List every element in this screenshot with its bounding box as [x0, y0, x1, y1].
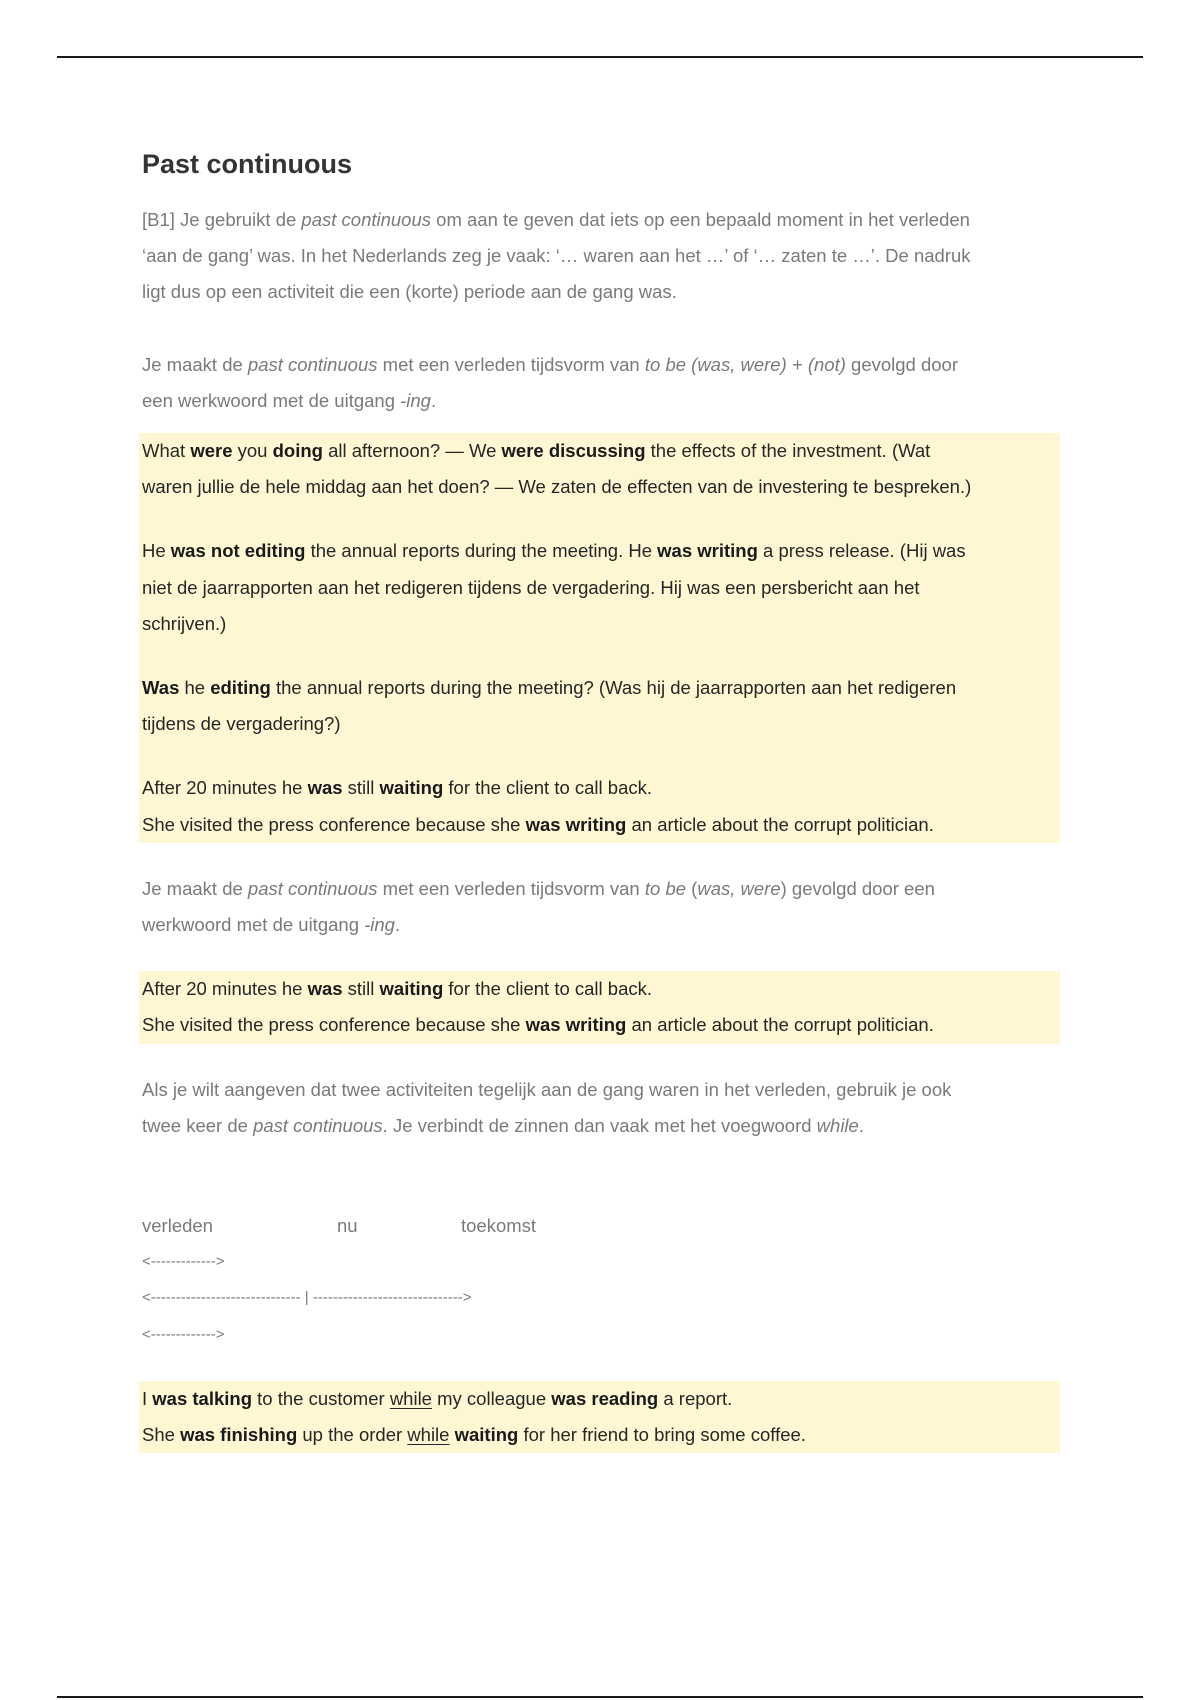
- text-run: still: [342, 978, 380, 1000]
- text-run: was not editing: [170, 540, 306, 562]
- text-run: was: [307, 978, 343, 1000]
- text-run: was: [307, 777, 343, 799]
- text-run: the effects of the investment. (Wat: [645, 440, 931, 462]
- text-run: Was: [142, 677, 180, 699]
- text-run: were discussing: [501, 440, 646, 462]
- text-run: niet de jaarrapporten aan het redigeren tijdens de vergadering. Hij was een persbericht aan het: [142, 576, 920, 598]
- text-run: After 20 minutes he: [142, 978, 308, 1000]
- top-rule: [57, 56, 1143, 58]
- text-run: all afternoon? — We: [322, 440, 502, 462]
- text-run: . Je verbindt de zinnen dan vaak met het voegwoord: [382, 1114, 817, 1136]
- text-run: was, were: [697, 877, 781, 899]
- text-run: up the order: [297, 1424, 408, 1446]
- text-run: What: [142, 440, 191, 462]
- text-run: waren jullie de hele middag aan het doen? — We zaten de effecten van de investering te bespreken.): [142, 476, 972, 498]
- example-3: [142, 670, 1060, 742]
- text-run: were: [190, 440, 233, 462]
- text-run: ‘aan de gang’ was. In het Nederlands zeg je vaak: ‘… waren aan het …’ of ‘… zaten te …’. De nadruk: [142, 245, 971, 267]
- timeline: [142, 1208, 1057, 1353]
- form-paragraph-1: [142, 347, 1057, 419]
- text-run: Je gebruikt de: [174, 209, 302, 230]
- example-1: [142, 433, 1060, 505]
- text-run: twee keer de: [142, 1114, 254, 1136]
- text-run: She visited the press conference because she: [142, 813, 526, 835]
- form-paragraph-2: [142, 871, 1057, 943]
- text-run: (: [686, 877, 698, 899]
- example-6: [142, 1007, 1060, 1043]
- text-run: Je maakt de: [142, 353, 248, 375]
- text-run: you: [232, 440, 273, 462]
- intro-paragraph: [142, 202, 1057, 311]
- text-run: for the client to call back.: [443, 777, 653, 799]
- text-run: for the client to call back.: [443, 978, 653, 1000]
- text-run: .: [430, 389, 437, 411]
- text-run: the annual reports during the meeting. He: [305, 540, 658, 562]
- examples-block-2: [139, 971, 1060, 1043]
- text-run: past continuous: [247, 877, 378, 899]
- timeline-label-past: verleden: [142, 1215, 213, 1237]
- text-run: was reading: [551, 1387, 659, 1409]
- example-7: [142, 1381, 1060, 1417]
- text-run: was finishing: [180, 1424, 298, 1446]
- text-run: while: [389, 1387, 432, 1409]
- timeline-arrow-2: <------------------------------ | ------------------------------>: [142, 1289, 472, 1307]
- timeline-arrow-1: <------------->: [142, 1253, 225, 1271]
- text-run: was writing: [525, 813, 627, 835]
- text-run: to be (was, were) + (not): [644, 353, 846, 375]
- text-run: een werkwoord met de uitgang: [142, 389, 401, 411]
- text-run: to the customer: [252, 1387, 390, 1409]
- text-run: still: [342, 777, 380, 799]
- text-run: .: [394, 914, 401, 936]
- text-run: om aan te geven dat iets op een bepaald moment in het verleden: [431, 209, 970, 230]
- example-2: [142, 533, 1060, 642]
- text-run: the annual reports during the meeting? (Was hij de jaarrapporten aan het redigeren: [270, 677, 957, 699]
- text-run: met een verleden tijdsvorm van: [377, 877, 645, 899]
- text-run: He: [142, 540, 171, 562]
- text-run: was talking: [152, 1387, 253, 1409]
- text-run: for her friend to bring some coffee.: [518, 1424, 806, 1446]
- text-run: After 20 minutes he: [142, 777, 308, 799]
- text-run: Je maakt de: [142, 877, 248, 899]
- timeline-label-now: nu: [337, 1215, 358, 1237]
- text-run: was writing: [525, 1014, 627, 1036]
- examples-block-1: [139, 433, 1060, 843]
- text-run: past continuous: [247, 353, 378, 375]
- bottom-rule: [57, 1696, 1143, 1698]
- while-paragraph: [142, 1072, 1057, 1144]
- text-run: he: [179, 677, 211, 699]
- text-run: -ing: [364, 914, 395, 936]
- document-page: [142, 140, 1057, 1453]
- timeline-arrow-3: <------------->: [142, 1325, 225, 1343]
- text-run: werkwoord met de uitgang: [142, 914, 365, 936]
- examples-block-3: [139, 1381, 1060, 1453]
- text-run: Als je wilt aangeven dat twee activiteiten tegelijk aan de gang waren in het verleden, gebruik je ook: [142, 1078, 952, 1100]
- text-run: I: [142, 1387, 153, 1409]
- text-run: ligt dus op een activiteit die een (korte) periode aan de gang was.: [142, 281, 677, 303]
- text-run: gevolgd door: [845, 353, 959, 375]
- example-4: [142, 770, 1060, 842]
- text-run: while: [816, 1114, 859, 1136]
- text-run: She: [142, 1424, 181, 1446]
- text-run: my colleague: [431, 1387, 552, 1409]
- text-run: past continuous: [301, 209, 432, 230]
- text-run: waiting: [379, 777, 444, 799]
- text-run: a press release. (Hij was: [757, 540, 966, 562]
- text-run: an article about the corrupt politician.: [626, 1014, 934, 1036]
- text-run: while: [407, 1424, 450, 1446]
- text-run: schrijven.): [142, 612, 227, 634]
- text-run: an article about the corrupt politician.: [626, 813, 934, 835]
- example-5: [142, 971, 1060, 1007]
- text-run: editing: [210, 677, 271, 699]
- text-run: -ing: [400, 389, 431, 411]
- text-run: [B1]: [142, 209, 175, 230]
- text-run: past continuous: [253, 1114, 383, 1136]
- text-run: met een verleden tijdsvorm van: [377, 353, 645, 375]
- text-run: waiting: [379, 978, 444, 1000]
- text-run: was writing: [657, 540, 758, 562]
- text-run: .: [858, 1114, 864, 1136]
- page-title: Past continuous: [142, 149, 353, 179]
- text-run: ) gevolgd door een: [780, 877, 935, 899]
- text-run: doing: [272, 440, 323, 462]
- example-8: [142, 1417, 1060, 1453]
- text-run: tijdens de vergadering?): [142, 713, 341, 735]
- text-run: to be: [644, 877, 687, 899]
- timeline-label-future: toekomst: [461, 1215, 537, 1237]
- text-run: waiting: [454, 1424, 519, 1446]
- text-run: She visited the press conference because she: [142, 1014, 526, 1036]
- text-run: a report.: [658, 1387, 733, 1409]
